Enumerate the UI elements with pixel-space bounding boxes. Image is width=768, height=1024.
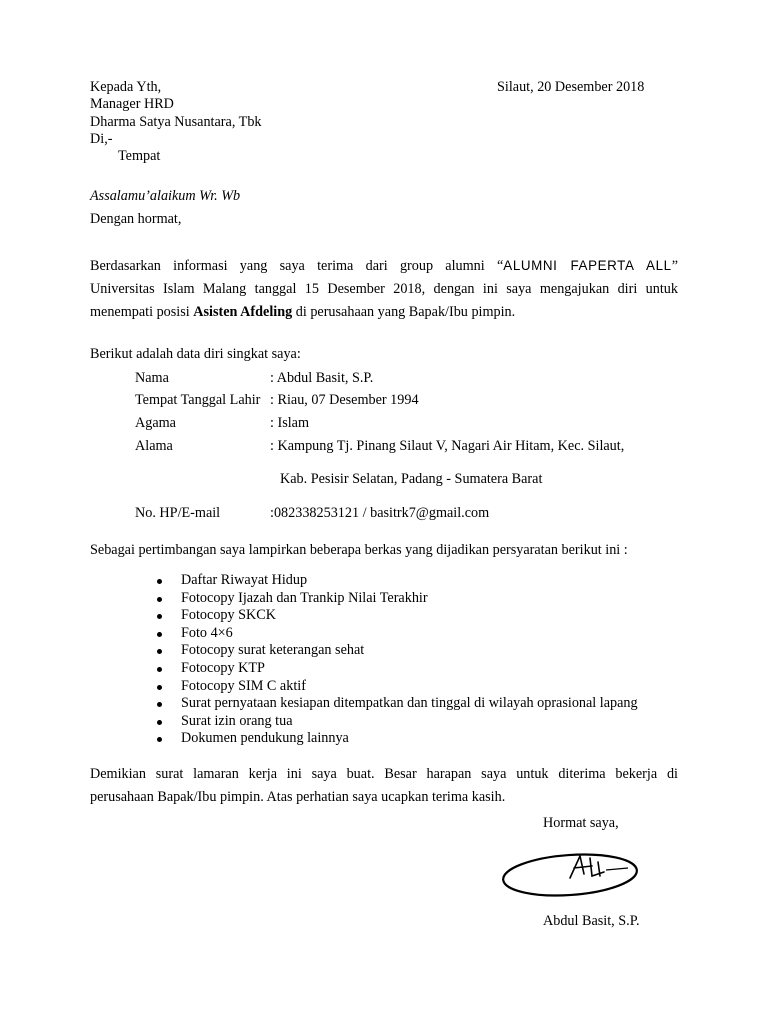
attachment-label: Fotocopy KTP — [181, 659, 265, 676]
intro-line-3 — [90, 301, 678, 324]
bullet-icon — [157, 667, 162, 672]
bullet-icon — [157, 579, 162, 584]
recipient-line-4: Di,- — [90, 131, 113, 147]
list-item — [150, 713, 638, 731]
recipient-line-1: Kepada Yth, — [90, 79, 162, 95]
bullet-icon — [157, 737, 162, 742]
birth-value: : Riau, 07 Desember 1994 — [270, 392, 419, 408]
signature-image — [500, 848, 640, 898]
name-label: Nama — [135, 370, 169, 386]
attachment-label: Fotocopy SKCK — [181, 607, 276, 624]
contact-value: :082338253121 / basitrk7@gmail.com — [270, 505, 490, 521]
religion-label: Agama — [135, 415, 176, 431]
attachments-heading: Sebagai pertimbangan saya lampirkan beberapa berkas yang dijadikan persyaratan berikut ini : — [90, 542, 628, 558]
job-position: Asisten Afdeling — [193, 304, 293, 320]
bullet-icon — [157, 649, 162, 654]
attachment-label: Daftar Riwayat Hidup — [181, 572, 308, 588]
bullet-icon — [157, 597, 162, 602]
list-item — [150, 660, 638, 678]
bullet-icon — [157, 685, 162, 690]
intro-paragraph — [90, 254, 678, 324]
bullet-icon — [157, 632, 162, 637]
address-value-line-2: Kab. Pesisir Selatan, Padang - Sumatera Barat — [280, 471, 543, 487]
recipient-line-3: Dharma Satya Nusantara, Tbk — [90, 114, 262, 130]
list-item — [150, 678, 638, 696]
list-item — [150, 625, 638, 643]
regards: Hormat saya, — [543, 815, 619, 831]
attachments-list — [150, 572, 638, 748]
greeting: Assalamu’alaikum Wr. Wb — [90, 188, 241, 204]
intro-line-2: Universitas Islam Malang tanggal 15 Desember 2018, dengan ini saya mengajukan diri untuk — [90, 281, 678, 297]
list-item — [150, 695, 638, 713]
attachment-label: Fotocopy Ijazah dan Trankip Nilai Terakhir — [181, 589, 428, 606]
intro-line-3-end: di perusahaan yang Bapak/Ibu pimpin. — [292, 304, 516, 320]
intro-line-1-start: Berdasarkan informasi yang saya terima dari group alumni “ — [90, 258, 504, 274]
religion-value: : Islam — [270, 415, 310, 431]
intro-line-3-start: menempati posisi — [90, 304, 194, 320]
bullet-icon — [157, 614, 162, 619]
bullet-icon — [157, 720, 162, 725]
closing-line-2: perusahaan Bapak/Ibu pimpin. Atas perhatian saya ucapkan terima kasih. — [90, 789, 506, 805]
attachment-label: Fotocopy surat keterangan sehat — [181, 642, 365, 659]
contact-label: No. HP/E-mail — [135, 505, 221, 521]
list-item — [150, 590, 638, 608]
opening: Dengan hormat, — [90, 211, 182, 227]
personal-data-heading: Berikut adalah data diri singkat saya: — [90, 346, 301, 362]
intro-line-1-end: ” — [671, 258, 678, 274]
name-value: : Abdul Basit, S.P. — [270, 370, 374, 386]
list-item — [150, 572, 638, 590]
attachment-label: Surat pernyataan kesiapan ditempatkan dan tinggal di wilayah oprasional lapang — [181, 695, 638, 712]
list-item — [150, 642, 638, 660]
attachment-label: Dokumen pendukung lainnya — [181, 730, 349, 747]
address-value-line-1: : Kampung Tj. Pinang Silaut V, Nagari Air Hitam, Kec. Silaut, — [270, 438, 625, 454]
closing-line-1: Demikian surat lamaran kerja ini saya buat. Besar harapan saya untuk diterima bekerja di — [90, 766, 678, 782]
intro-line-1 — [90, 254, 678, 278]
attachment-label: Fotocopy SIM C aktif — [181, 677, 306, 694]
recipient-line-5: Tempat — [118, 148, 161, 164]
attachment-label: Surat izin orang tua — [181, 712, 293, 729]
address-label: Alama — [135, 438, 173, 454]
signer-name: Abdul Basit, S.P. — [543, 913, 640, 929]
recipient-line-2: Manager HRD — [90, 96, 174, 112]
closing-paragraph — [90, 763, 678, 809]
attachment-label: Foto 4×6 — [181, 624, 233, 641]
bullet-icon — [157, 702, 162, 707]
list-item — [150, 607, 638, 625]
birth-label: Tempat Tanggal Lahir — [135, 392, 261, 408]
alumni-group-name: ALUMNI FAPERTA ALL — [503, 258, 672, 273]
list-item — [150, 730, 638, 748]
date-place: Silaut, 20 Desember 2018 — [497, 79, 645, 95]
